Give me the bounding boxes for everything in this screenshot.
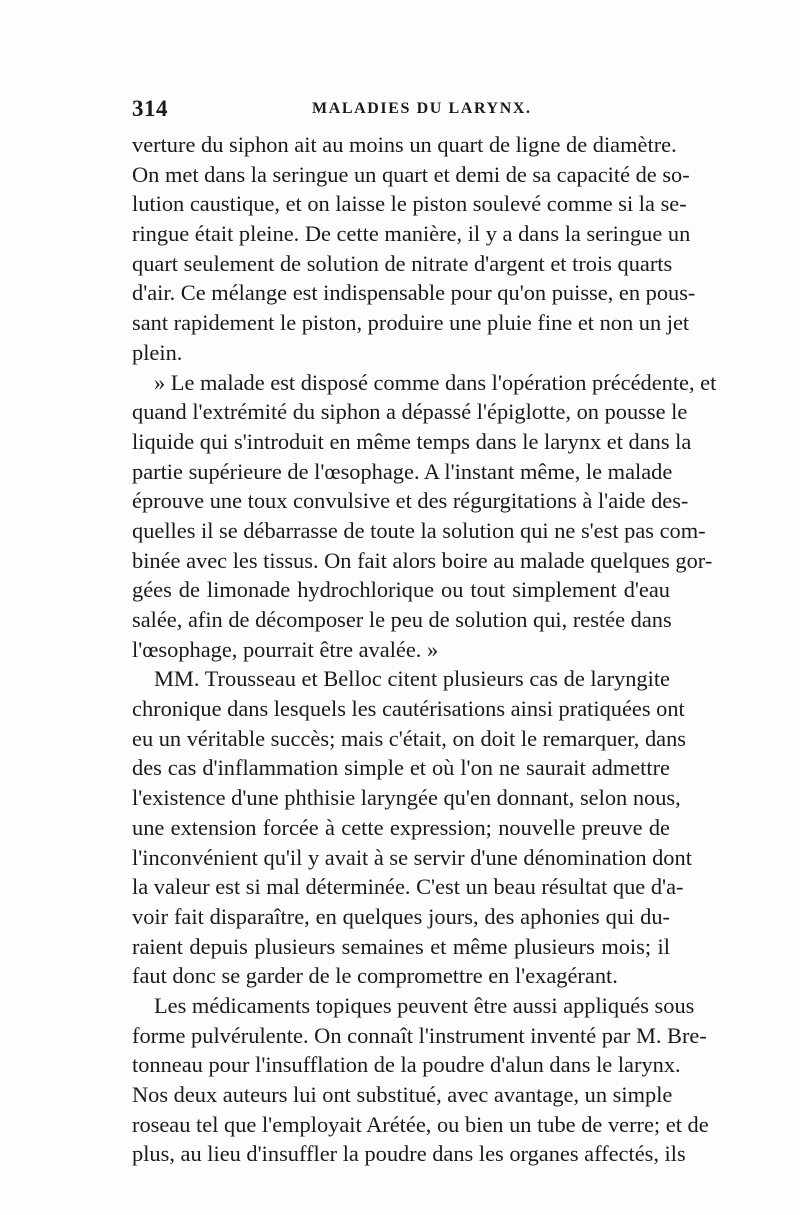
text-line: voir fait disparaître, en quelques jours, des aphonies qui du- (132, 903, 670, 929)
text-line: la valeur est si mal déterminée. C'est un beau résultat que d'a- (132, 874, 684, 900)
text-line: l'inconvénient qu'il y avait à se servir d'une dénomination dont (132, 844, 692, 870)
text-line: quelles il se débarrasse de toute la solution qui ne s'est pas com- (132, 517, 706, 543)
body-text (132, 130, 717, 1169)
text-line: raient depuis plusieurs semaines et même plusieurs mois; il (132, 933, 670, 959)
text-line: éprouve une toux convulsive et des régurgitations à l'aide des- (132, 488, 689, 514)
text-line: tonneau pour l'insufflation de la poudre d'alun dans le larynx. (132, 1052, 681, 1078)
text-line: d'air. Ce mélange est indispensable pour qu'on puisse, en pous- (132, 280, 696, 306)
text-line: plein. (132, 339, 183, 365)
text-line: MM. Trousseau et Belloc citent plusieurs cas de laryngite (154, 666, 670, 692)
text-line: binée avec les tissus. On fait alors boire au malade quelques gor- (132, 547, 713, 573)
text-line: l'œsophage, pourrait être avalée. » (132, 636, 439, 662)
text-line: » Le malade est disposé comme dans l'opération précédente, et (154, 369, 717, 395)
text-line: plus, au lieu d'insuffler la poudre dans les organes affectés, ils (132, 1141, 686, 1167)
page-header (132, 96, 670, 126)
page-number: 314 (132, 96, 168, 121)
text-line: chronique dans lesquels les cautérisations ainsi pratiquées ont (132, 696, 685, 722)
text-line: l'existence d'une phthisie laryngée qu'en donnant, selon nous, (132, 785, 681, 811)
text-line: forme pulvérulente. On connaît l'instrument inventé par M. Bre- (132, 1022, 707, 1048)
text-line: Nos deux auteurs lui ont substitué, avec avantage, un simple (132, 1082, 673, 1107)
text-line: sant rapidement le piston, produire une pluie fine et non un jet (132, 310, 690, 336)
text-line: faut donc se garder de le compromettre en l'exagérant. (132, 963, 618, 989)
text-line: partie supérieure de l'œsophage. A l'instant même, le malade (132, 458, 673, 484)
text-line: Les médicaments topiques peuvent être aussi appliqués sous (154, 992, 695, 1018)
text-line: quand l'extrémité du siphon a dépassé l'épiglotte, on pousse le (132, 399, 688, 425)
text-line: salée, afin de décomposer le peu de solution qui, restée dans (132, 607, 672, 632)
running-title: MALADIES DU LARYNX. (312, 100, 532, 117)
text-line: quart seulement de solution de nitrate d'argent et trois quarts (132, 250, 673, 276)
text-line: On met dans la seringue un quart et demi de sa capacité de so- (132, 161, 690, 187)
text-line: ringue était pleine. De cette manière, il y a dans la seringue un (132, 221, 691, 247)
text-line: lution caustique, et on laisse le piston soulevé comme si la se- (132, 191, 687, 217)
text-line: gées de limonade hydrochlorique ou tout simplement d'eau (132, 577, 670, 603)
text-line: des cas d'inflammation simple et où l'on ne saurait admettre (132, 755, 670, 781)
text-line: liquide qui s'introduit en même temps dans le larynx et dans la (132, 428, 692, 454)
text-line: verture du siphon ait au moins un quart de ligne de diamètre. (132, 132, 677, 157)
text-line: roseau tel que l'employait Arétée, ou bien un tube de verre; et de (132, 1111, 709, 1137)
text-line: une extension forcée à cette expression; nouvelle preuve de (132, 814, 670, 840)
text-line: eu un véritable succès; mais c'était, on doit le remarquer, dans (132, 725, 686, 751)
